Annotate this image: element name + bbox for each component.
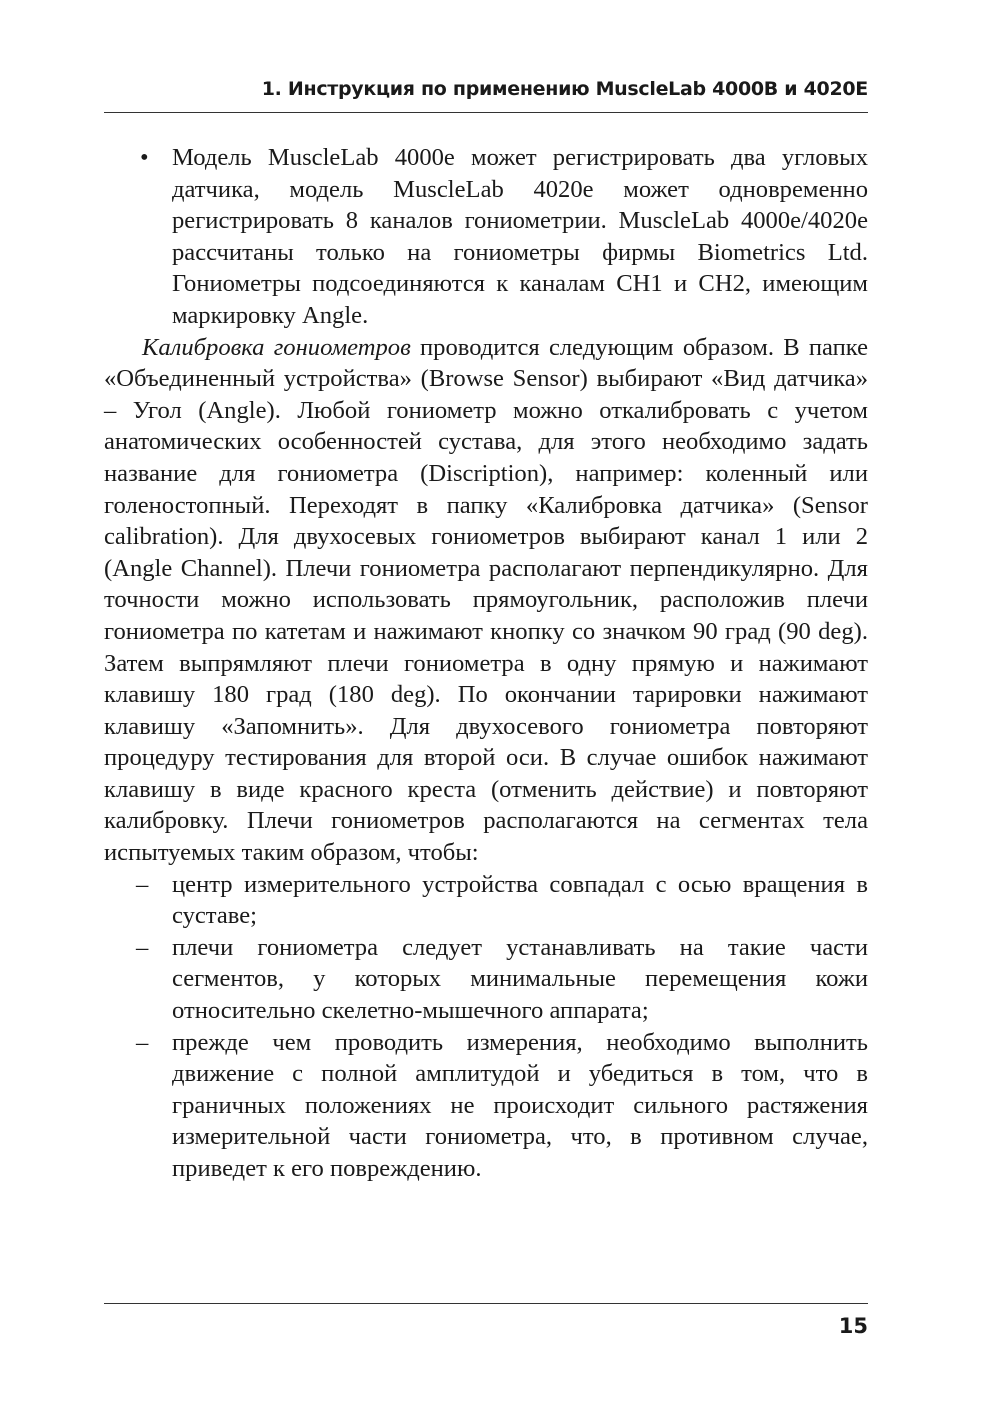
calibration-paragraph — [104, 332, 868, 869]
running-head: 1. Инструкция по применению MuscleLab 4000В и 4020Е — [261, 78, 868, 100]
dash-item-text: центр измерительного устройства совпадал с осью вращения в суставе; — [172, 870, 868, 930]
paragraph-text: проводится следующим образом. В папке «Объединенный устройства» (Browse Sensor) выбирают «Вид датчика» – Угол (Angle). Любой гониометр можно откалибровать с учетом анатомических особенностей сустава, для этого необходимо задать название для гониометра (Discription), например: коленный или голеностопный. Переходят в папку «Калибровка датчика» (Sensor calibration). Для двухосевых гониометров выбирают канал 1 или 2 (Angle Channel). Плечи гониометра располагают перпендикулярно. Для точности можно использовать прямоугольник, расположив плечи гониометра по катетам и нажимают кнопку со значком 90 град (90 deg). Затем выпрямляют плечи гониометра в одну прямую и нажимают клавишу 180 град (180 deg). По окончании тарировки нажимают клавишу «Запомнить». Для двухосевого гониометра повторяют процедуру тестирования для второй оси. В случае ошибок нажимают клавишу в виде красного креста (отменить действие) и повторяют калибровку. Плечи гониометров располагаются на сегментах тела испытуемых таким образом, чтобы: — [104, 333, 868, 867]
dash-list-item — [104, 932, 868, 1027]
page-number: 15 — [838, 1314, 868, 1338]
dash-marker: – — [136, 933, 149, 961]
dash-list-item — [104, 1027, 868, 1185]
page-body — [104, 142, 868, 1185]
footer-divider — [104, 1303, 868, 1304]
dash-marker: – — [136, 870, 149, 898]
dash-item-text: прежде чем проводить измерения, необходимо выполнить движение с полной амплитудой и убедиться в том, что в граничных положениях не происходит сильного растяжения измерительной части гониометра, что, в противном случае, приведет к его повреждению. — [172, 1028, 868, 1182]
bullet-marker: • — [140, 144, 149, 171]
dash-item-text: плечи гониометра следует устанавливать на такие части сегментов, у которых минимальные перемещения кожи относительно скелетно-мышечного аппарата; — [172, 933, 868, 1025]
bullet-list-item — [104, 142, 868, 332]
paragraph-italic-lead: Калибровка гониометров — [142, 333, 411, 361]
header-divider — [104, 112, 868, 113]
bullet-item-text: Модель MuscleLab 4000e может регистрировать два угловых датчика, модель MuscleLab 4020e может одновременно регистрировать 8 каналов гониометрии. MuscleLab 4000e/4020e рассчитаны только на гониометры фирмы Biometrics Ltd. Гониометры подсоединяются к каналам CH1 и CH2, имеющим маркировку Angle. — [172, 144, 868, 329]
dash-list-item — [104, 869, 868, 932]
dash-marker: – — [136, 1028, 149, 1056]
